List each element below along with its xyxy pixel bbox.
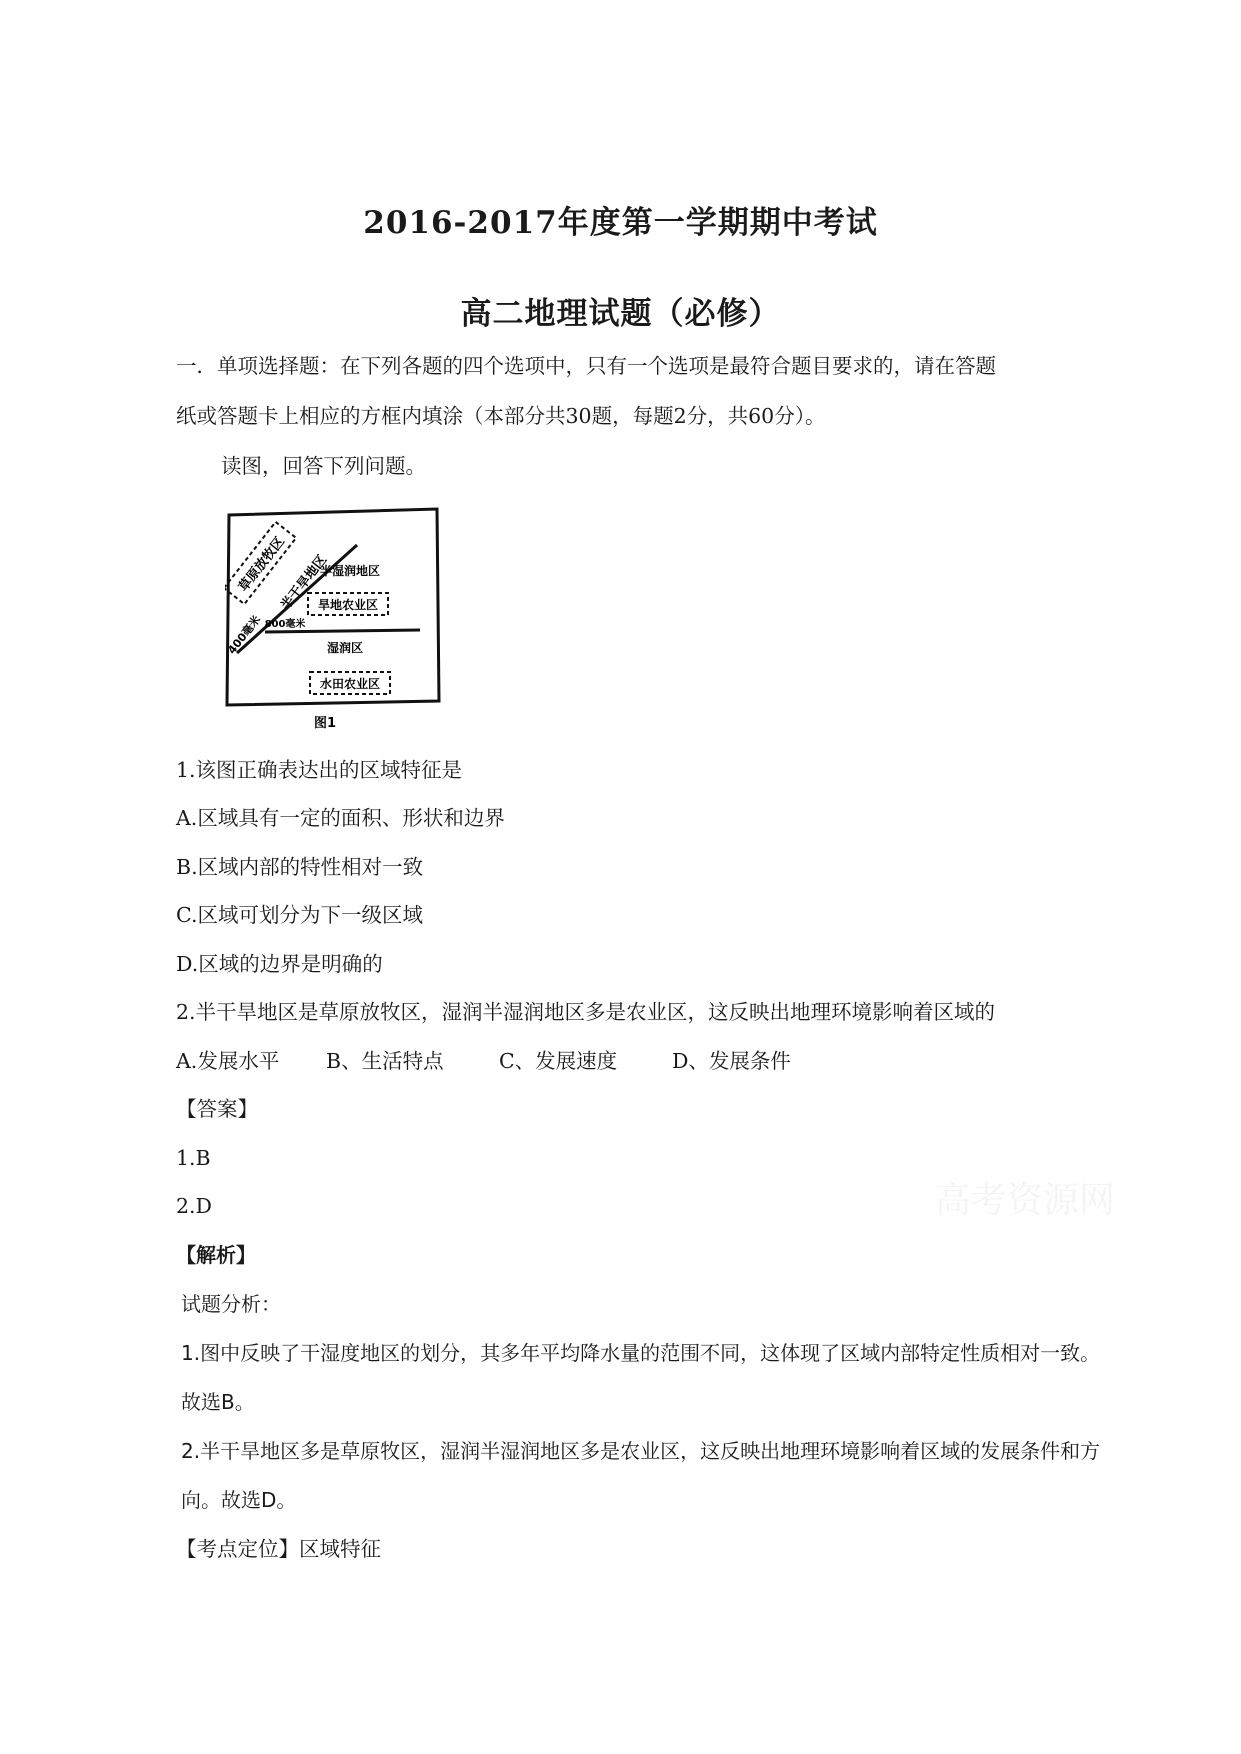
instructions-line-2: 纸或答题卡上相应的方框内填涂（本部分共30题，每题2分，共60分）。	[176, 404, 826, 428]
analysis-point-1-line-2: 故选B。	[181, 1390, 255, 1414]
label-paddy: 水田农业区	[319, 677, 381, 691]
region-diagram	[225, 505, 450, 735]
isohyet-800mm-line	[265, 630, 420, 632]
label-400mm: 400毫米	[225, 613, 264, 657]
answer-heading: 【答案】	[176, 1097, 258, 1121]
question-2-stem: 2.半干旱地区是草原放牧区，湿润半湿润地区多是农业区，这反映出地理环境影响着区域的	[176, 1000, 996, 1024]
answer-item-1: 1.B	[176, 1146, 211, 1170]
figure-1	[225, 505, 450, 735]
question-1-option-b: B.区域内部的特性相对一致	[176, 855, 424, 879]
instructions-line-1: 一．单项选择题：在下列各题的四个选项中，只有一个选项是最符合题目要求的，请在答题	[176, 354, 996, 378]
keypoint-tag: 【考点定位】	[176, 1537, 299, 1561]
keypoint-text: 区域特征	[299, 1537, 381, 1561]
analysis-point-1-line-1: 1.图中反映了干湿度地区的划分，其多年平均降水量的范围不同，这体现了区域内部特定性质相对一致。	[181, 1341, 1101, 1365]
label-800mm: 800毫米	[264, 619, 306, 630]
analysis-point-2-line-2: 向。故选D。	[181, 1488, 297, 1512]
question-1-option-a: A.区域具有一定的面积、形状和边界	[176, 806, 505, 830]
reading-prompt: 读图，回答下列问题。	[221, 454, 426, 478]
watermark: 高考资源网	[935, 1180, 1116, 1221]
label-grassland: 草原放牧区	[236, 534, 288, 595]
figure-caption: 图1	[313, 716, 337, 731]
answer-item-2: 2.D	[176, 1194, 212, 1218]
question-1-stem: 1.该图正确表达出的区域特征是	[176, 758, 463, 782]
question-1-option-c: C.区域可划分为下一级区域	[176, 903, 423, 927]
label-semiarid: 半干旱地区	[278, 552, 331, 614]
question-2-option-d: D、发展条件	[672, 1049, 791, 1073]
question-2-option-c: C、发展速度	[499, 1049, 618, 1073]
label-dryfarm: 旱地农业区	[317, 598, 379, 612]
analysis-heading: 【解析】	[176, 1243, 256, 1267]
label-humid: 湿润区	[326, 641, 364, 655]
analysis-intro: 试题分析：	[181, 1292, 281, 1316]
keypoint	[176, 1535, 381, 1563]
analysis-point-2-line-1: 2.半干旱地区多是草原牧区，湿润半湿润地区多是农业区，这反映出地理环境影响着区域的发展条件和方	[181, 1439, 1101, 1463]
grassland-box	[225, 522, 296, 604]
page-subtitle: 高二地理试题（必修）	[460, 296, 781, 332]
page-title: 2016-2017年度第一学期期中考试	[363, 205, 878, 241]
question-2-options	[176, 1047, 791, 1075]
question-1-option-d: D.区域的边界是明确的	[176, 952, 383, 976]
question-2-option-a: A.发展水平	[176, 1049, 280, 1073]
question-2-option-b: B、生活特点	[326, 1049, 444, 1073]
label-semihumid: 半湿润地区	[319, 564, 381, 578]
